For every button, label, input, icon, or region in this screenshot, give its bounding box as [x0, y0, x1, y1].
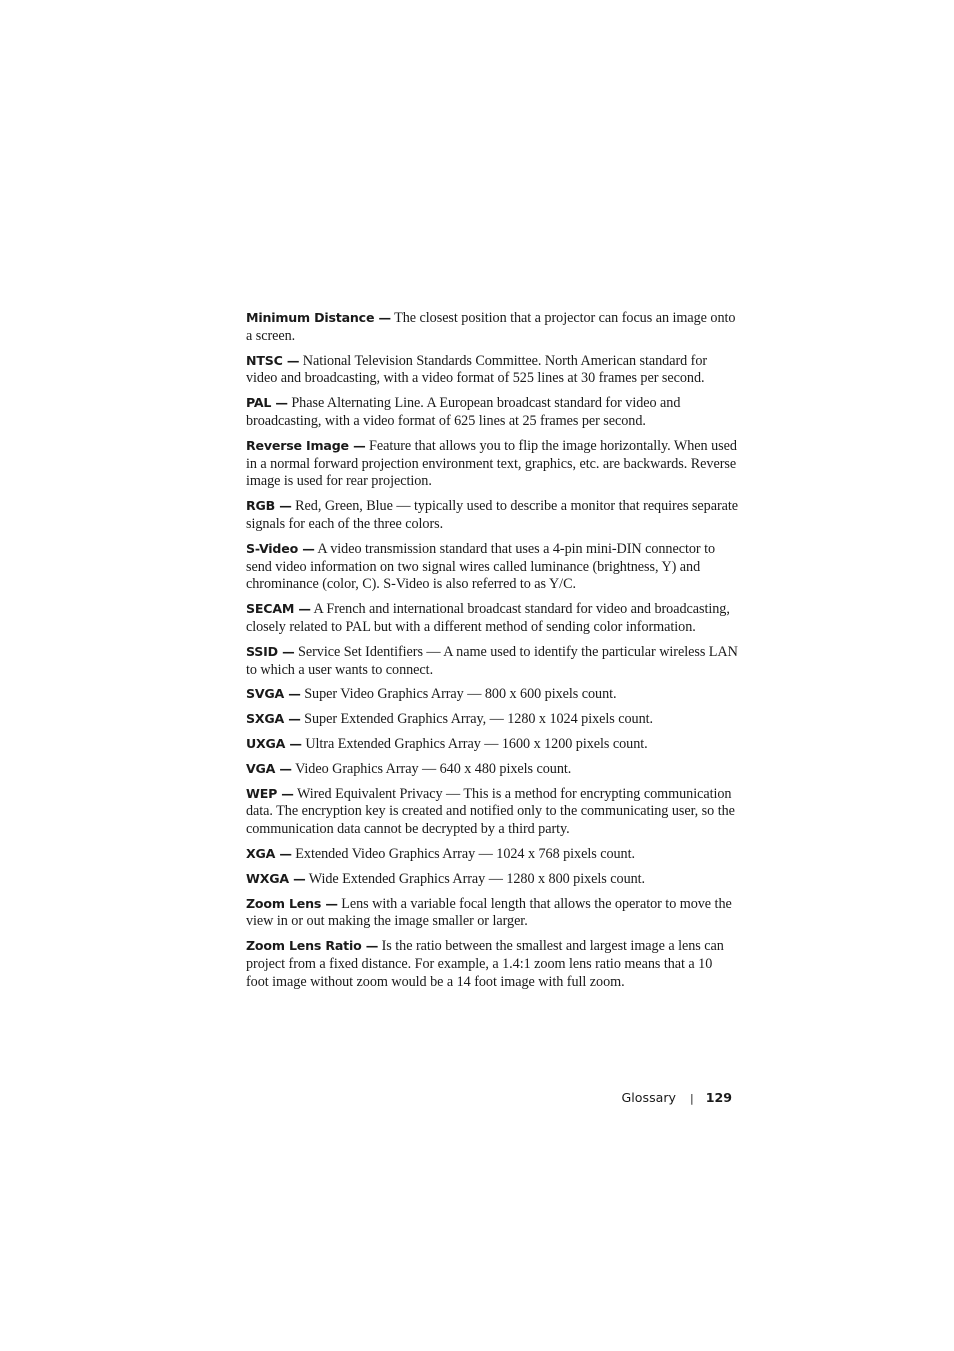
- term-dash: —: [282, 352, 300, 368]
- term-dash: —: [294, 601, 311, 617]
- glossary-term: SXGA: [246, 711, 285, 727]
- term-dash: —: [321, 895, 338, 911]
- glossary-entry: [246, 870, 738, 889]
- glossary-entry: [246, 937, 738, 991]
- glossary-term: RGB: [246, 498, 276, 514]
- glossary-entry: [246, 352, 738, 389]
- glossary-entry: [246, 845, 738, 864]
- glossary-definition: National Television Standards Committee. North American standard for video and broadcasting, with a video format of 525 lines at 30 frames per second.: [246, 352, 708, 387]
- glossary-definition: A video transmission standard that uses a 4-pin mini-DIN connector to send video information on two signal wires called luminance (brightness, Y) and chrominance (color, C). S-Video is also referred to as Y/C.: [246, 540, 716, 593]
- glossary-entry: [246, 394, 738, 431]
- glossary-entry: [246, 437, 738, 491]
- term-dash: —: [275, 498, 292, 514]
- term-dash: —: [288, 870, 306, 886]
- term-dash: —: [285, 735, 302, 751]
- term-dash: —: [298, 540, 315, 556]
- term-dash: —: [348, 437, 366, 453]
- glossary-definition: Super Extended Graphics Array, — 1280 x 1024 pixels count.: [300, 711, 653, 728]
- glossary-definition: Wired Equivalent Privacy — This is a method for encrypting communication data. The encryption key is created and notified only to the communicating user, so the communication data cannot be decrypted by a third party.: [246, 785, 735, 838]
- glossary-definition: The closest position that a projector can focus an image onto a screen.: [246, 310, 736, 344]
- glossary-entry: [246, 685, 738, 704]
- page-number: 129: [705, 1090, 732, 1105]
- glossary-definition: Lens with a variable focal length that allows the operator to move the view in or out making the image smaller or larger.: [246, 895, 732, 930]
- glossary-entry: [246, 760, 738, 779]
- glossary-term: NTSC: [246, 352, 283, 368]
- glossary-term: Reverse Image: [246, 437, 349, 453]
- glossary-definition: Feature that allows you to flip the image horizontally. When used in a normal forward projection environment text, graphics, etc. are backwards. Reverse image is used for rear projection.: [246, 437, 737, 490]
- glossary-definition: Is the ratio between the smallest and largest image a lens can project from a fixed distance. For example, a 1.4:1 zoom lens ratio means that a 10 foot image without zoom would be a 14 foot image with full zoom.: [246, 938, 724, 990]
- glossary-definition: Video Graphics Array — 640 x 480 pixels count.: [291, 760, 572, 777]
- glossary-entry: [246, 643, 738, 680]
- glossary-entry: [246, 785, 738, 839]
- glossary-entry: [246, 895, 738, 932]
- glossary-term: Minimum Distance: [246, 310, 375, 325]
- term-dash: —: [271, 395, 288, 411]
- glossary-term: WEP: [246, 785, 278, 801]
- glossary-term: SECAM: [246, 601, 295, 617]
- glossary-entry: [246, 710, 738, 729]
- glossary-term: SVGA: [246, 686, 285, 702]
- glossary-definition: Super Video Graphics Array — 800 x 600 pixels count.: [300, 686, 617, 703]
- glossary-term: WXGA: [246, 870, 289, 886]
- glossary-definition: Ultra Extended Graphics Array — 1600 x 1200 pixels count.: [301, 735, 648, 752]
- glossary-term: Zoom Lens: [246, 895, 322, 911]
- glossary-term: S-Video: [246, 540, 299, 556]
- page-footer: [622, 1089, 732, 1108]
- glossary-definition: Wide Extended Graphics Array — 1280 x 800 pixels count.: [305, 870, 646, 887]
- glossary-list: [246, 309, 738, 998]
- glossary-entry: [246, 735, 738, 754]
- term-dash: —: [361, 938, 379, 954]
- term-dash: —: [277, 785, 294, 801]
- glossary-entry: [246, 600, 738, 637]
- glossary-entry: [246, 309, 738, 346]
- glossary-entry: [246, 497, 738, 534]
- glossary-definition: Red, Green, Blue — typically used to describe a monitor that requires separate signals for each of the three colors.: [246, 498, 738, 532]
- glossary-term: XGA: [246, 845, 276, 861]
- term-dash: —: [277, 643, 295, 659]
- glossary-term: PAL: [246, 395, 272, 411]
- glossary-entry: [246, 540, 738, 594]
- glossary-term: UXGA: [246, 735, 286, 751]
- footer-separator: |: [689, 1092, 694, 1105]
- term-dash: —: [374, 310, 391, 325]
- glossary-term: VGA: [246, 760, 276, 776]
- glossary-term: Zoom Lens Ratio: [246, 938, 362, 954]
- footer-section-title: Glossary: [621, 1090, 676, 1105]
- term-dash: —: [275, 760, 292, 776]
- glossary-definition: Phase Alternating Line. A European broadcast standard for video and broadcasting, with a video format of 625 lines at 25 frames per second.: [246, 395, 681, 429]
- term-dash: —: [275, 845, 292, 861]
- term-dash: —: [284, 686, 301, 702]
- glossary-term: SSID: [246, 643, 278, 659]
- glossary-definition: A French and international broadcast standard for video and broadcasting, closely related to PAL but with a different method of sending color information.: [246, 601, 730, 635]
- glossary-definition: Extended Video Graphics Array — 1024 x 768 pixels count.: [291, 845, 635, 862]
- term-dash: —: [284, 711, 301, 727]
- glossary-definition: Service Set Identifiers — A name used to identify the particular wireless LAN to which a user wants to connect.: [246, 643, 738, 678]
